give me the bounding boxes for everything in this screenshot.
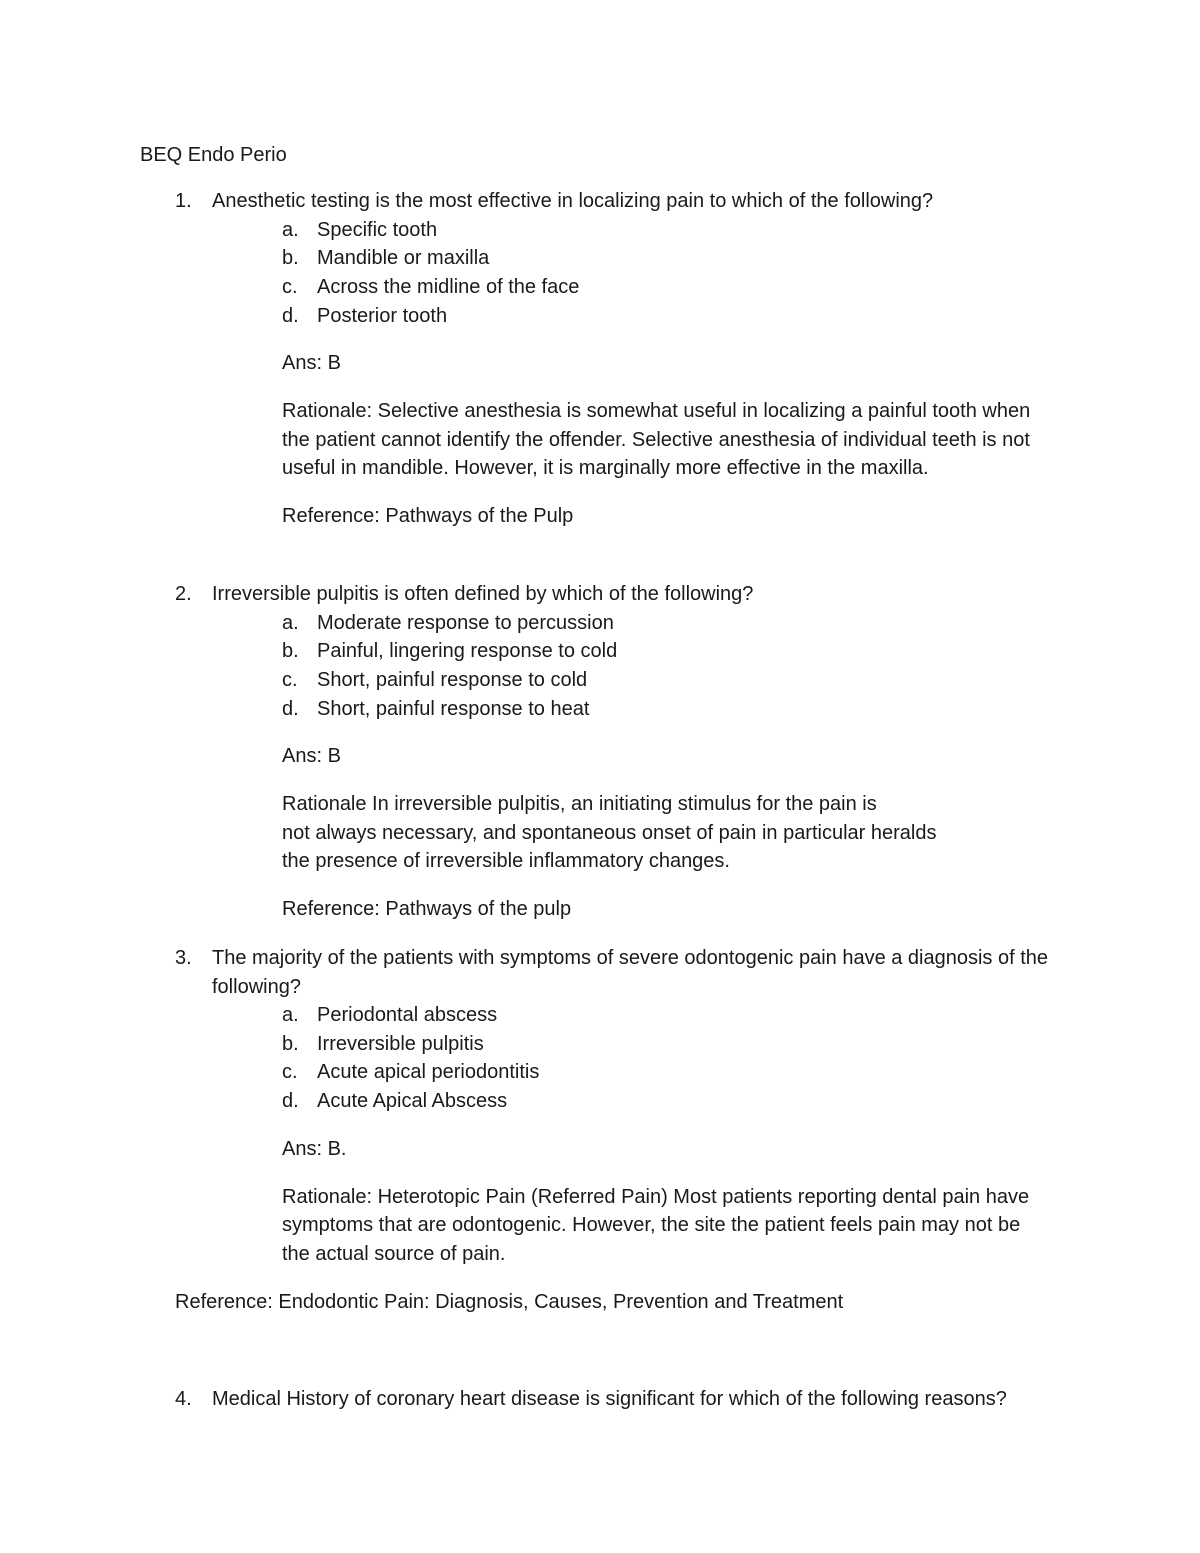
reference: Reference: Pathways of the pulp bbox=[282, 898, 572, 921]
question-prompt: Irreversible pulpitis is often defined by which of the following? bbox=[212, 583, 754, 605]
rationale: Rationale: Heterotopic Pain (Referred Pain) Most patients reporting dental pain have symptoms that are odontogenic. However, the site the patient feels pain may not be the actual source of pain. bbox=[282, 1185, 1030, 1265]
option-item bbox=[175, 1058, 1075, 1087]
question-number: 1. bbox=[175, 190, 192, 212]
question-text bbox=[175, 580, 1075, 609]
option-item bbox=[175, 244, 1075, 273]
option-item bbox=[175, 666, 1075, 695]
option-letter: c. bbox=[282, 668, 298, 691]
question-text bbox=[175, 1385, 1075, 1414]
option-text: Periodontal abscess bbox=[317, 1004, 498, 1026]
option-item bbox=[175, 302, 1075, 331]
option-letter: a. bbox=[282, 611, 299, 634]
option-list bbox=[175, 609, 1075, 724]
option-letter: b. bbox=[282, 640, 299, 663]
option-letter: b. bbox=[282, 247, 299, 270]
rationale-line: the presence of irreversible inflammatory changes. bbox=[282, 850, 730, 873]
option-text: Short, painful response to cold bbox=[317, 668, 588, 691]
option-letter: a. bbox=[282, 1004, 299, 1026]
answer: Ans: B. bbox=[282, 1137, 347, 1160]
question-number: 4. bbox=[175, 1388, 192, 1410]
option-text: Acute apical periodontitis bbox=[317, 1061, 540, 1084]
option-text: Mandible or maxilla bbox=[317, 247, 490, 270]
option-item bbox=[175, 1087, 1075, 1116]
option-text: Painful, lingering response to cold bbox=[317, 640, 618, 663]
option-item bbox=[175, 273, 1075, 302]
rationale-line: not always necessary, and spontaneous onset of pain in particular heralds bbox=[282, 821, 937, 844]
option-item bbox=[175, 216, 1075, 245]
question-3 bbox=[175, 944, 1075, 1316]
option-letter: c. bbox=[282, 1061, 298, 1084]
option-text: Short, painful response to heat bbox=[317, 697, 590, 720]
question-number: 2. bbox=[175, 583, 192, 605]
question-number: 3. bbox=[175, 947, 192, 969]
option-text: Acute Apical Abscess bbox=[317, 1090, 508, 1113]
question-2 bbox=[175, 580, 1075, 924]
option-text: Posterior tooth bbox=[317, 304, 448, 327]
option-item bbox=[175, 695, 1075, 724]
reference: Reference: Endodontic Pain: Diagnosis, Causes, Prevention and Treatment bbox=[175, 1290, 844, 1313]
option-list bbox=[175, 1001, 1075, 1116]
question-prompt: The majority of the patients with symptoms of severe odontogenic pain have a diagnosis of the following? bbox=[212, 947, 1049, 998]
option-text: Moderate response to percussion bbox=[317, 611, 614, 634]
question-4 bbox=[175, 1385, 1075, 1414]
question-text bbox=[175, 944, 1075, 1001]
option-letter: d. bbox=[282, 1090, 299, 1113]
option-text: Irreversible pulpitis bbox=[317, 1032, 484, 1055]
option-item bbox=[175, 609, 1075, 638]
answer: Ans: B bbox=[282, 352, 341, 375]
question-prompt: Medical History of coronary heart disease is significant for which of the following reasons? bbox=[212, 1388, 1007, 1410]
rationale bbox=[282, 790, 1052, 876]
question-1 bbox=[175, 187, 1075, 531]
option-text: Specific tooth bbox=[317, 218, 438, 241]
option-letter: d. bbox=[282, 697, 299, 720]
option-letter: a. bbox=[282, 218, 299, 241]
reference: Reference: Pathways of the Pulp bbox=[282, 505, 574, 528]
question-text bbox=[175, 187, 1075, 216]
option-letter: c. bbox=[282, 275, 298, 298]
rationale: Rationale: Selective anesthesia is somewhat useful in localizing a painful tooth when the patient cannot identify the offender. Selective anesthesia of individual teeth is not useful in mandible. However, it is marginally more effective in the maxilla. bbox=[282, 400, 1031, 480]
option-letter: d. bbox=[282, 304, 299, 327]
option-item bbox=[175, 637, 1075, 666]
option-text: Across the midline of the face bbox=[317, 275, 580, 298]
question-prompt: Anesthetic testing is the most effective in localizing pain to which of the following? bbox=[212, 190, 934, 212]
option-item bbox=[175, 1001, 1075, 1030]
option-letter: b. bbox=[282, 1032, 299, 1055]
document-title: BEQ Endo Perio bbox=[140, 144, 287, 166]
option-list bbox=[175, 216, 1075, 331]
option-item bbox=[175, 1030, 1075, 1059]
rationale-line: Rationale In irreversible pulpitis, an initiating stimulus for the pain is bbox=[282, 793, 877, 816]
answer: Ans: B bbox=[282, 745, 341, 768]
